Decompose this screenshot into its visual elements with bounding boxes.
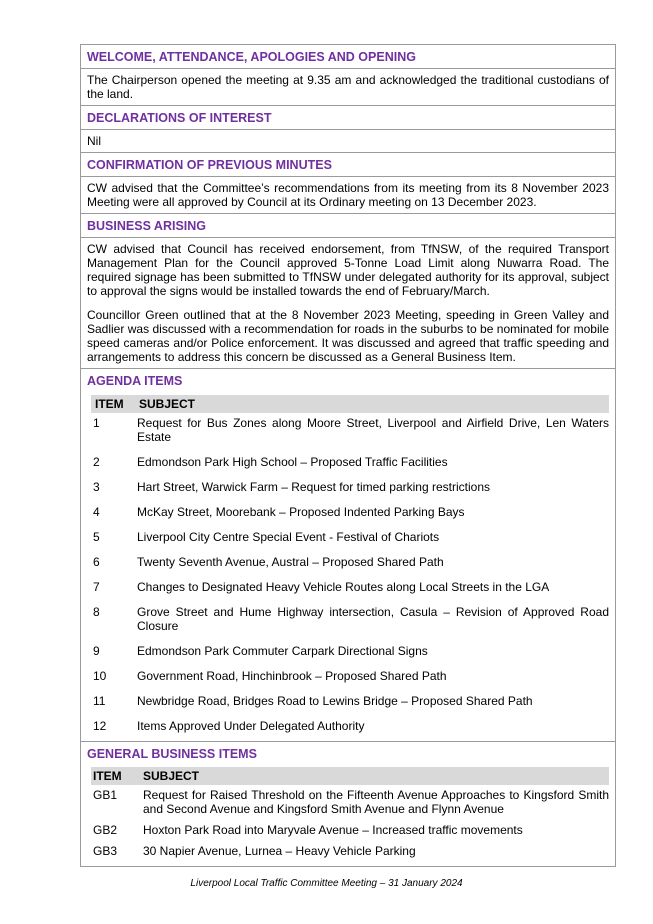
business-arising-paragraph: CW advised that Council has received endorsement, from TfNSW, of the required Transport Management Plan for the Council approved 5-Tonne Load Limit along Nuwarra Road. The required signage has been submitted to TfNSW under delegated authority for its approval, subject to approval the signs would be installed towards the end of February/March. xyxy=(87,242,609,298)
item-number: 1 xyxy=(93,416,100,430)
agenda-col-item: ITEM xyxy=(91,395,135,413)
item-number: 12 xyxy=(93,719,107,733)
table-row xyxy=(91,841,609,862)
table-row xyxy=(91,413,609,452)
item-number: 2 xyxy=(93,455,100,469)
table-row xyxy=(91,452,609,477)
gb-col-subject: SUBJECT xyxy=(141,767,609,785)
general-business-section xyxy=(81,767,615,862)
gb-col-item: ITEM xyxy=(91,767,141,785)
item-number: 5 xyxy=(93,530,100,544)
table-row xyxy=(91,716,609,741)
item-subject: Newbridge Road, Bridges Road to Lewins Bridge – Proposed Shared Path xyxy=(137,694,533,708)
item-number: 10 xyxy=(93,669,107,683)
item-subject: Hoxton Park Road into Maryvale Avenue – Increased traffic movements xyxy=(143,823,523,837)
confirmation-heading: CONFIRMATION OF PREVIOUS MINUTES xyxy=(81,153,615,177)
item-number: GB3 xyxy=(93,844,118,858)
item-subject: Request for Raised Threshold on the Fifteenth Avenue Approaches to Kingsford Smith and Second Avenue and Kingsford Smith Avenue and Flynn Avenue xyxy=(143,788,609,816)
item-number: 4 xyxy=(93,505,100,519)
item-subject: Liverpool City Centre Special Event - Festival of Chariots xyxy=(137,530,440,544)
item-subject: Edmondson Park Commuter Carpark Directional Signs xyxy=(137,644,428,658)
item-subject: Twenty Seventh Avenue, Austral – Proposed Shared Path xyxy=(137,555,444,569)
page-footer: Liverpool Local Traffic Committee Meeting – 31 January 2024 xyxy=(190,878,463,889)
confirmation-text xyxy=(81,177,615,214)
item-subject: Edmondson Park High School – Proposed Traffic Facilities xyxy=(137,455,448,469)
item-number: 8 xyxy=(93,605,100,619)
confirmation-paragraph: CW advised that the Committee’s recommendations from its meeting from its 8 November 2023 Meeting were all approved by Council at its Ordinary meeting on 13 December 2023. xyxy=(87,181,609,209)
business-arising-heading: BUSINESS ARISING xyxy=(81,214,615,238)
welcome-text xyxy=(81,69,615,106)
item-subject: Items Approved Under Delegated Authority xyxy=(137,719,365,733)
item-subject: Grove Street and Hume Highway intersection, Casula – Revision of Approved Road Closure xyxy=(137,605,609,633)
item-number: GB1 xyxy=(93,788,118,802)
table-row xyxy=(91,552,609,577)
agenda-col-subject: SUBJECT xyxy=(135,395,609,413)
declarations-paragraph: Nil xyxy=(87,134,101,148)
table-row xyxy=(91,477,609,502)
item-number: 3 xyxy=(93,480,100,494)
item-subject: Hart Street, Warwick Farm – Request for timed parking restrictions xyxy=(137,480,490,494)
welcome-paragraph: The Chairperson opened the meeting at 9.35 am and acknowledged the traditional custodians of the land. xyxy=(87,73,609,101)
table-row xyxy=(91,641,609,666)
agenda-section xyxy=(81,395,615,742)
item-number: 9 xyxy=(93,644,100,658)
agenda-header-row xyxy=(91,395,609,413)
item-number: GB2 xyxy=(93,823,118,837)
declarations-text xyxy=(81,130,615,153)
item-number: 11 xyxy=(93,694,106,708)
item-subject: Request for Bus Zones along Moore Street, Liverpool and Airfield Drive, Len Waters Estate xyxy=(137,416,609,444)
table-row xyxy=(91,820,609,841)
table-row xyxy=(91,691,609,716)
business-arising-text xyxy=(81,238,615,369)
table-row xyxy=(91,785,609,820)
minutes-table xyxy=(80,44,616,867)
item-subject: Government Road, Hinchinbrook – Proposed Shared Path xyxy=(137,669,447,683)
table-row xyxy=(91,666,609,691)
declarations-heading: DECLARATIONS OF INTEREST xyxy=(81,106,615,130)
item-number: 6 xyxy=(93,555,100,569)
general-business-table xyxy=(91,767,609,862)
welcome-heading: WELCOME, ATTENDANCE, APOLOGIES AND OPENING xyxy=(81,45,615,69)
table-row xyxy=(91,602,609,641)
item-subject: Changes to Designated Heavy Vehicle Routes along Local Streets in the LGA xyxy=(137,580,550,594)
business-arising-paragraph: Councillor Green outlined that at the 8 November 2023 Meeting, speeding in Green Valley and Sadlier was discussed with a recommendation for roads in the suburbs to be nominated for mobile speed cameras and/or Police enforcement. It was discussed and agreed that traffic speeding and arrangements to address this concern be discussed as a General Business Item. xyxy=(87,308,609,364)
table-row xyxy=(91,527,609,552)
general-business-heading: GENERAL BUSINESS ITEMS xyxy=(87,747,257,761)
agenda-table xyxy=(91,395,609,741)
table-row xyxy=(91,502,609,527)
table-row xyxy=(91,577,609,602)
item-number: 7 xyxy=(93,580,100,594)
item-subject: McKay Street, Moorebank – Proposed Indented Parking Bays xyxy=(137,505,465,519)
item-subject: 30 Napier Avenue, Lurnea – Heavy Vehicle Parking xyxy=(143,844,416,858)
agenda-heading: AGENDA ITEMS xyxy=(87,374,183,388)
gb-header-row xyxy=(91,767,609,785)
